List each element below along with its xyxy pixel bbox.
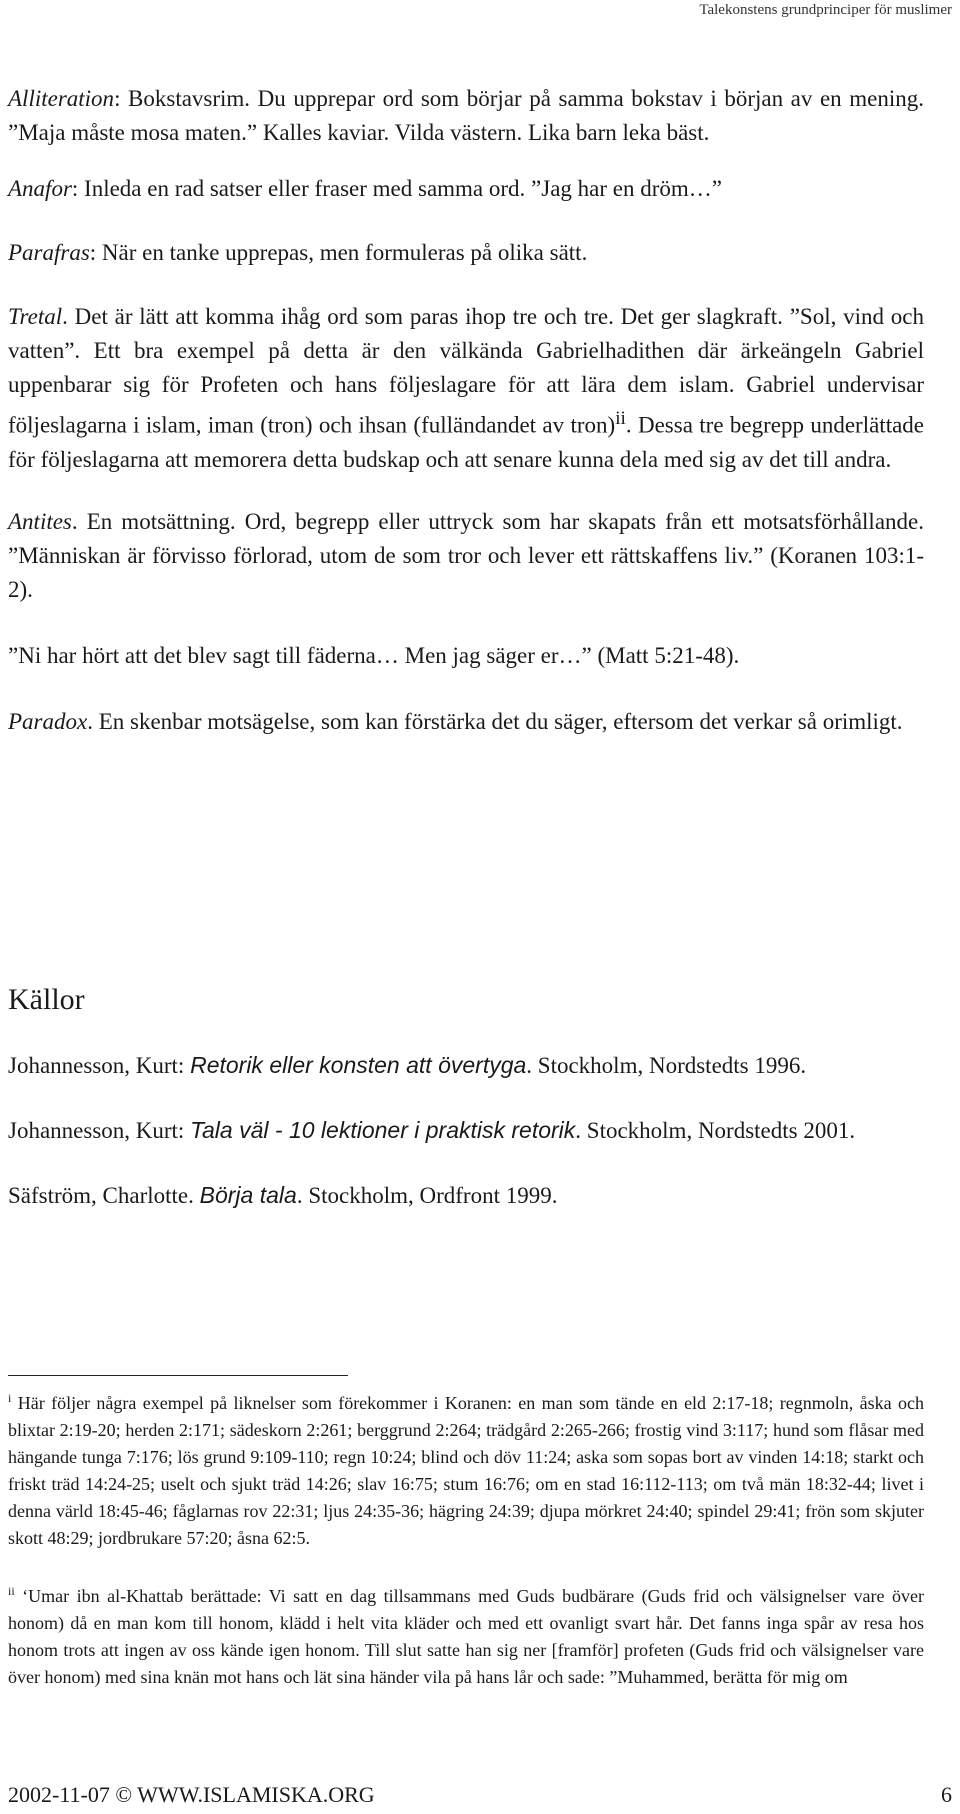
term-alliteration: Alliteration: [8, 86, 115, 111]
footnote-marker: i: [8, 1391, 12, 1405]
running-header: Talekonstens grundprinciper för muslimer: [699, 2, 952, 18]
term-tretal: Tretal: [8, 304, 63, 329]
alliteration-text: : Bokstavsrim. Du upprepar ord som börjar på samma bokstav i början av en mening. ”Maja måste mosa maten.” Kalles kaviar. Vilda västern. Lika barn leka bäst.: [8, 86, 924, 145]
source-publication: . Stockholm, Nordstedts 2001.: [575, 1118, 856, 1143]
sources-heading: Källor: [8, 983, 85, 1016]
copyright-icon: ©: [115, 1782, 133, 1807]
source-item: [8, 1048, 924, 1083]
paragraph-alliteration: [8, 82, 924, 150]
paragraph-matt-quote: ”Ni har hört att det blev sagt till fäderna… Men jag säger er…” (Matt 5:21-48).: [8, 642, 740, 668]
antites-text: . En motsättning. Ord, begrepp eller uttryck som har skapats från ett motsatsförhållande. ”Människan är förvisso förlorad, utom de som tror och lever ett rättskaffens liv.” (Koranen 103:1-2).: [8, 508, 924, 602]
body-text: [8, 82, 924, 739]
tretal-text-continued: . Dessa tre begrepp underlättade för följeslagarna att memorera detta budskap och att senare kunna dela med sig av det till andra.: [8, 412, 925, 472]
page-footer: [8, 1780, 952, 1810]
source-author: Johannesson, Kurt:: [8, 1118, 191, 1143]
term-antites: Antites: [8, 508, 72, 534]
source-author: Säfström, Charlotte.: [8, 1183, 200, 1208]
footnote-marker-ii[interactable]: ii: [615, 408, 626, 429]
source-publication: . Stockholm, Nordstedts 1996.: [526, 1053, 807, 1078]
paragraph-paradox: [8, 705, 924, 739]
source-publication: . Stockholm, Ordfront 1999.: [296, 1183, 558, 1208]
sources-list: [8, 1048, 924, 1243]
source-item: [8, 1178, 924, 1213]
footnote-item: [8, 1578, 924, 1691]
footnote-item: [8, 1385, 924, 1552]
footnotes: [8, 1385, 924, 1717]
parafras-text: : När en tanke upprepas, men formuleras på olika sätt.: [89, 240, 588, 265]
paragraph-antites: [8, 505, 924, 607]
footer-site-link[interactable]: WWW.ISLAMISKA.ORG: [137, 1782, 375, 1807]
anafor-text: : Inleda en rad satser eller fraser med samma ord. ”Jag har en dröm…”: [71, 176, 722, 201]
footer-left: [8, 1780, 375, 1810]
source-work-title: Börja tala: [199, 1182, 297, 1208]
footnote-divider: [8, 1375, 348, 1376]
term-paradox: Paradox: [8, 708, 88, 734]
paragraph-parafras: [8, 236, 924, 270]
term-anafor: Anafor: [8, 176, 72, 201]
page-number: 6: [941, 1782, 952, 1807]
footnote-marker: ii: [8, 1584, 15, 1598]
paragraph-anafor: [8, 172, 924, 206]
source-work-title: Retorik eller konsten att övertyga: [190, 1052, 527, 1078]
term-parafras: Parafras: [8, 240, 90, 265]
source-item: [8, 1113, 924, 1148]
footer-date: 2002-11-07: [8, 1782, 110, 1807]
paragraph-tretal: [8, 300, 924, 477]
footnote-text: Här följer några exempel på liknelser som förekommer i Koranen: en man som tände en eld 2:17-18; regnmoln, åska och blixtar 2:19-20; herden 2:171; sädeskorn 2:261; berggrund 2:264; trädgård 2:265-266; frostig vind 3:117; hund som flåsar med hängande tunga 7:176; lös grund 9:109-110; regn 10:24; blind och döv 11:24; aska som sopas bort av vinden 14:18; starkt och friskt träd 14:24-25; uselt och sjukt träd 14:26; slav 16:75; stum 16:76; om en stad 16:112-113; om två män 18:32-44; livet i denna värld 18:45-46; fåglarnas rov 22:31; ljus 24:35-36; hägring 24:39; djupa mörkret 24:40; spindel 29:41; frön som skjuter skott 48:29; jordbrukare 57:20; åsna 62:5.: [8, 1393, 924, 1548]
source-author: Johannesson, Kurt:: [8, 1053, 191, 1078]
tretal-text: . Det är lätt att komma ihåg ord som paras ihop tre och tre. Det ger slagkraft. ”Sol, vind och vatten”. Ett bra exempel på detta är den välkända Gabrielhadithen där ärkeängeln Gabriel uppenbarar sig för Profeten och hans följeslagare för att lära dem islam. Gabriel undervisar följeslagarna i islam, iman (tron) och ihsan (fulländandet av tron): [8, 304, 924, 438]
paradox-text: . En skenbar motsägelse, som kan förstärka det du säger, eftersom det verkar så orimligt.: [87, 708, 903, 734]
footnote-text: ‘Umar ibn al-Khattab berättade: Vi satt en dag tillsammans med Guds budbärare (Guds frid och välsignelser vare över honom) då en man kom till honom, klädd i helt vita kläder och med ett ovanligt svart hår. Det fanns inga spår av resa hos honom trots att ingen av oss kände igen honom. Till slut satte han sig ner [framför] profeten (Guds frid och välsignelser vare över honom) med sina knän mot hans och lät sina händer vila på hans lår och sade: ”Muhammed, berätta för mig om: [8, 1586, 924, 1687]
source-work-title: Tala väl - 10 lektioner i praktisk retorik: [190, 1117, 576, 1143]
